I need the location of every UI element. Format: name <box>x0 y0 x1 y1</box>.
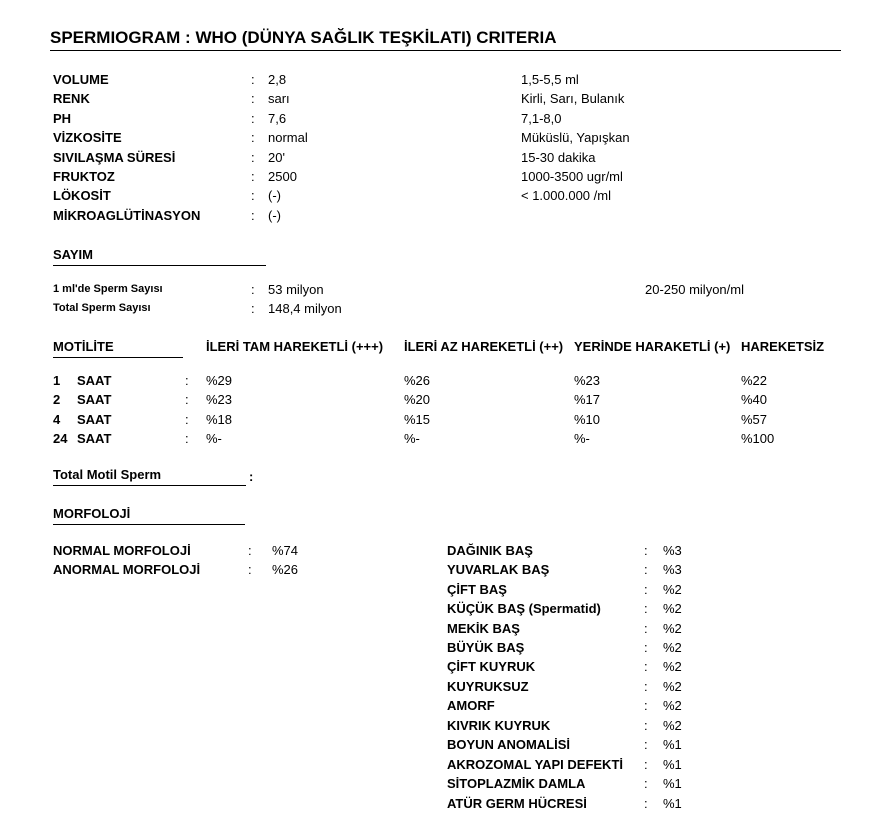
motilite-hour-unit: SAAT <box>77 392 112 407</box>
general-reference: 15-30 dakika <box>521 150 596 165</box>
motilite-cell: %- <box>206 431 222 446</box>
motilite-hour: 2 <box>53 392 61 407</box>
motilite-cell: %17 <box>574 392 601 407</box>
separator: : <box>644 776 648 791</box>
section-heading-morfoloji: MORFOLOJİ <box>53 506 245 525</box>
separator: : <box>251 169 255 184</box>
separator: : <box>644 757 648 772</box>
motilite-hour: 1 <box>53 373 61 388</box>
defect-label: ÇİFT KUYRUK <box>447 659 536 674</box>
defect-label: MEKİK BAŞ <box>447 621 520 636</box>
sayim-value: 53 milyon <box>268 282 324 297</box>
general-label: LÖKOSİT <box>53 188 111 203</box>
general-label: MİKROAGLÜTİNASYON <box>53 208 201 223</box>
separator: : <box>644 737 648 752</box>
defect-value: %2 <box>663 718 682 733</box>
motilite-column-header: YERİNDE HARAKETLİ (+) <box>574 339 731 354</box>
motilite-cell: %20 <box>404 392 431 407</box>
motilite-hour-unit: SAAT <box>77 373 112 388</box>
defect-value: %2 <box>663 640 682 655</box>
defect-label: BOYUN ANOMALİSİ <box>447 737 571 752</box>
separator: : <box>248 543 252 558</box>
morfoloji-label: NORMAL MORFOLOJİ <box>53 543 191 558</box>
motilite-cell: %10 <box>574 412 601 427</box>
motilite-cell: %23 <box>574 373 601 388</box>
general-label: VİZKOSİTE <box>53 130 122 145</box>
separator: : <box>644 582 648 597</box>
general-reference: Kirli, Sarı, Bulanık <box>521 91 625 106</box>
defect-value: %1 <box>663 796 682 811</box>
general-value: (-) <box>268 188 281 203</box>
motilite-cell: %26 <box>404 373 431 388</box>
general-reference: Müküslü, Yapışkan <box>521 130 630 145</box>
title-divider <box>50 50 841 51</box>
motilite-cell: %22 <box>741 373 768 388</box>
separator: : <box>644 718 648 733</box>
defect-label: KUYRUKSUZ <box>447 679 529 694</box>
separator: : <box>644 659 648 674</box>
section-heading-motilite: MOTİLİTE <box>53 339 183 358</box>
separator: : <box>644 679 648 694</box>
separator: : <box>644 698 648 713</box>
motilite-hour-unit: SAAT <box>77 412 112 427</box>
motilite-column-header: İLERİ TAM HAREKETLİ (+++) <box>206 339 384 354</box>
general-value: normal <box>268 130 308 145</box>
motilite-hour-unit: SAAT <box>77 431 112 446</box>
defect-label: AKROZOMAL YAPI DEFEKTİ <box>447 757 624 772</box>
separator: : <box>644 640 648 655</box>
separator: : <box>251 91 255 106</box>
defect-value: %3 <box>663 543 682 558</box>
defect-value: %2 <box>663 698 682 713</box>
defect-value: %2 <box>663 601 682 616</box>
separator: : <box>251 111 255 126</box>
separator: : <box>251 150 255 165</box>
separator: : <box>251 188 255 203</box>
general-label: SIVILAŞMA SÜRESİ <box>53 150 176 165</box>
separator: : <box>251 208 255 223</box>
separator: : <box>251 72 255 87</box>
motilite-cell: %29 <box>206 373 233 388</box>
general-value: 7,6 <box>268 111 287 126</box>
motilite-cell: %15 <box>404 412 431 427</box>
defect-label: KIVRIK KUYRUK <box>447 718 551 733</box>
separator: : <box>644 796 648 811</box>
general-reference: 1,5-5,5 ml <box>521 72 579 87</box>
general-value: 2500 <box>268 169 297 184</box>
total-motil-label: Total Motil Sperm <box>53 467 246 486</box>
motilite-cell: %100 <box>741 431 775 446</box>
general-label: FRUKTOZ <box>53 169 115 184</box>
motilite-hour: 24 <box>53 431 68 446</box>
general-label: VOLUME <box>53 72 109 87</box>
motilite-cell: %- <box>574 431 590 446</box>
separator: : <box>185 412 189 427</box>
sayim-label: Total Sperm Sayısı <box>53 302 151 314</box>
separator: : <box>644 543 648 558</box>
general-label: PH <box>53 111 72 126</box>
defect-value: %2 <box>663 621 682 636</box>
defect-label: SİTOPLAZMİK DAMLA <box>447 776 586 791</box>
general-reference: 7,1-8,0 <box>521 111 562 126</box>
motilite-hour: 4 <box>53 412 61 427</box>
defect-label: AMORF <box>447 698 495 713</box>
separator: : <box>644 621 648 636</box>
motilite-column-header: HAREKETSİZ <box>741 339 825 354</box>
sayim-reference: 20-250 milyon/ml <box>645 282 744 297</box>
motilite-column-header: İLERİ AZ HAREKETLİ (++) <box>404 339 564 354</box>
defect-value: %3 <box>663 562 682 577</box>
sayim-value: 148,4 milyon <box>268 301 342 316</box>
general-value: 2,8 <box>268 72 287 87</box>
motilite-cell: %40 <box>741 392 768 407</box>
defect-label: ÇİFT BAŞ <box>447 582 507 597</box>
general-value: sarı <box>268 91 290 106</box>
morfoloji-value: %74 <box>272 543 299 558</box>
general-reference: 1000-3500 ugr/ml <box>521 169 623 184</box>
general-label: RENK <box>53 91 90 106</box>
separator: : <box>185 392 189 407</box>
motilite-cell: %57 <box>741 412 768 427</box>
sayim-label: 1 ml'de Sperm Sayısı <box>53 283 163 295</box>
defect-value: %2 <box>663 679 682 694</box>
separator: : <box>251 301 255 316</box>
separator: : <box>185 431 189 446</box>
defect-value: %1 <box>663 737 682 752</box>
separator: : <box>644 601 648 616</box>
defect-value: %2 <box>663 659 682 674</box>
motilite-cell: %23 <box>206 392 233 407</box>
defect-label: BÜYÜK BAŞ <box>447 640 525 655</box>
general-reference: < 1.000.000 /ml <box>521 188 611 203</box>
separator: : <box>251 282 255 297</box>
defect-label: ATÜR GERM HÜCRESİ <box>447 796 587 811</box>
general-value: 20' <box>268 150 285 165</box>
defect-value: %2 <box>663 582 682 597</box>
separator: : <box>249 469 254 484</box>
separator: : <box>185 373 189 388</box>
motilite-cell: %- <box>404 431 420 446</box>
page-title: SPERMIOGRAM : WHO (DÜNYA SAĞLIK TEŞKİLATI) CRITERIA <box>50 28 557 47</box>
defect-value: %1 <box>663 757 682 772</box>
section-heading-sayim: SAYIM <box>53 247 266 266</box>
separator: : <box>644 562 648 577</box>
defect-label: DAĞINIK BAŞ <box>447 543 533 558</box>
defect-label: KÜÇÜK BAŞ (Spermatid) <box>447 601 601 616</box>
morfoloji-label: ANORMAL MORFOLOJİ <box>53 562 201 577</box>
defect-label: YUVARLAK BAŞ <box>447 562 550 577</box>
morfoloji-value: %26 <box>272 562 299 577</box>
defect-value: %1 <box>663 776 682 791</box>
separator: : <box>248 562 252 577</box>
general-value: (-) <box>268 208 281 223</box>
separator: : <box>251 130 255 145</box>
motilite-cell: %18 <box>206 412 233 427</box>
